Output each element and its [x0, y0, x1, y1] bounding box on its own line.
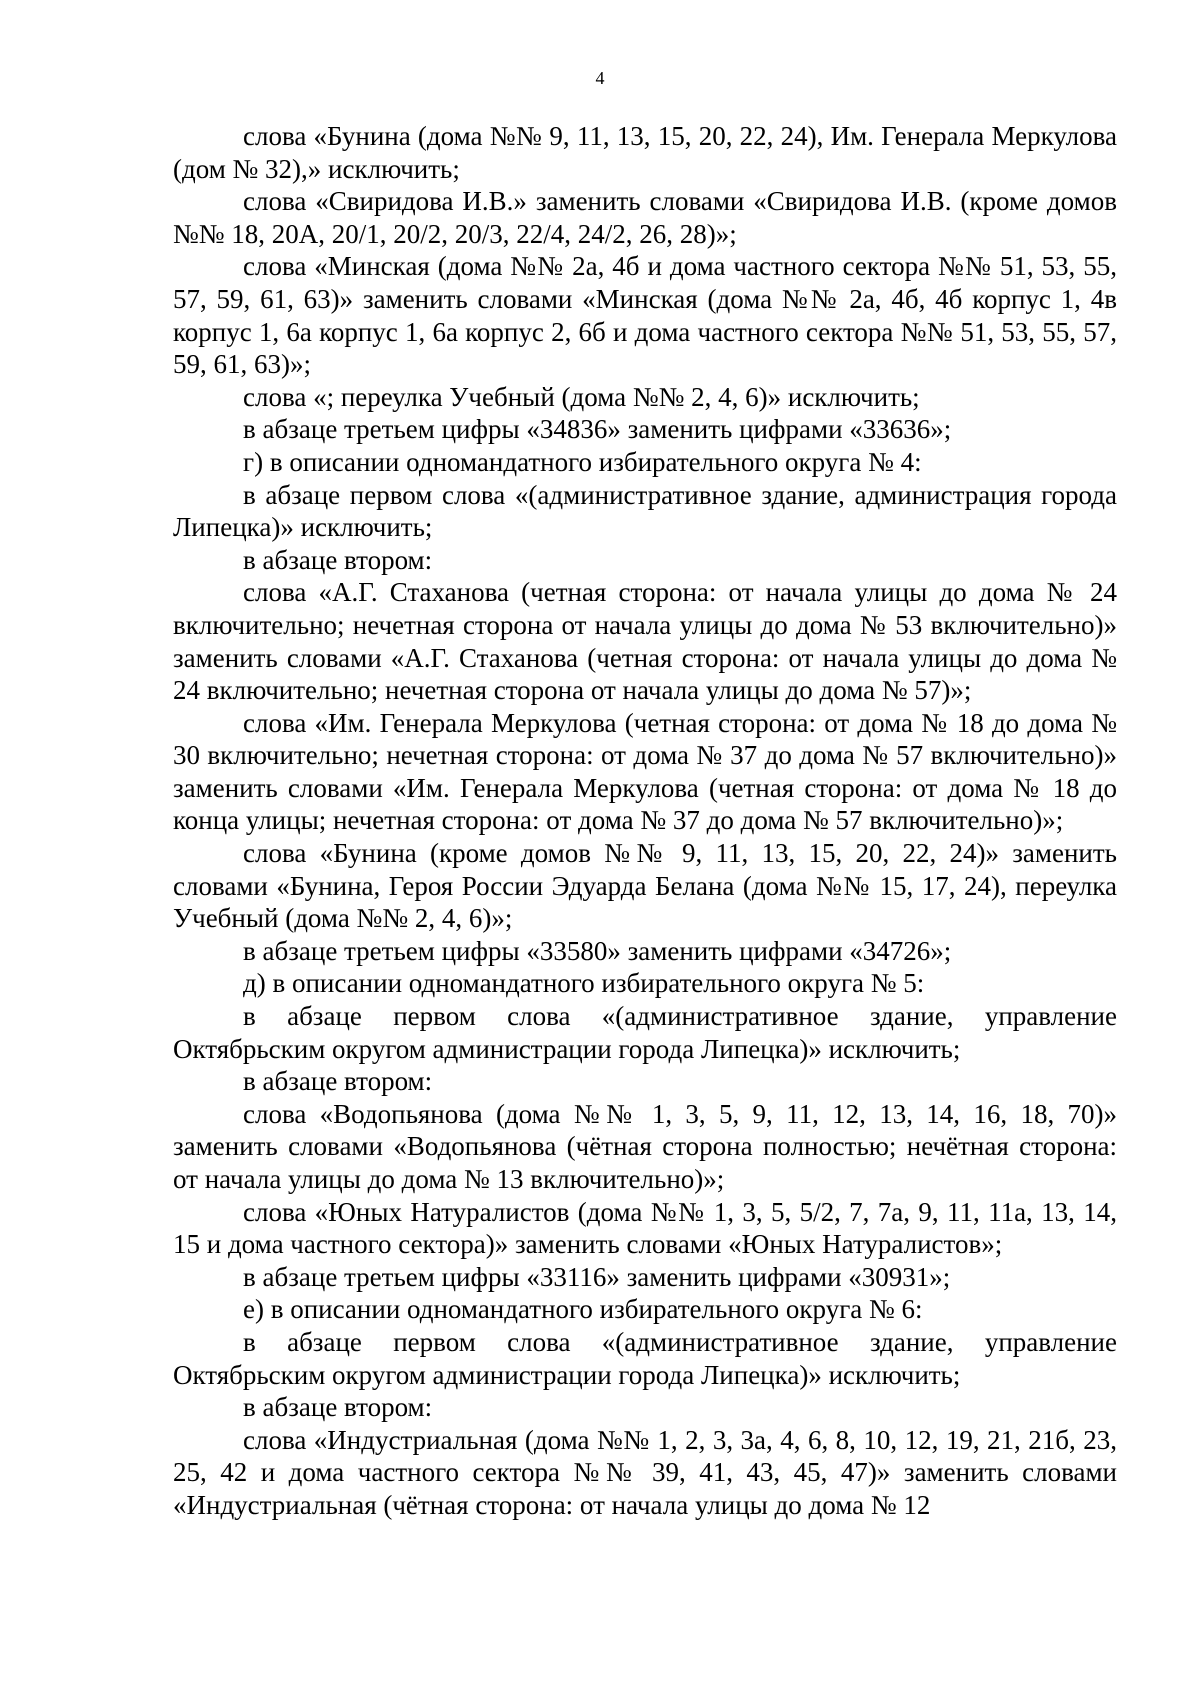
paragraph: в абзаце третьем цифры «33580» заменить цифрами «34726»;: [243, 935, 952, 966]
page-number: 4: [595, 68, 605, 88]
section-heading: е) в описании одномандатного избирательного округа № 6:: [243, 1294, 923, 1325]
paragraph: слова «А.Г. Стаханова (четная сторона: от начала улицы до дома № 24 включительно; нечетная сторона от начала улицы до дома № 53 включительно)» заменить словами «А.Г. Стаханова (четная сторона: от начала улицы до дома № 24 включительно; нечетная сторона от начала улицы до дома № 57)»;: [173, 577, 1117, 706]
paragraph: слова «Свиридова И.В.» заменить словами «Свиридова И.В. (кроме домов №№ 18, 20А, 20/1, 20/2, 20/3, 22/4, 24/2, 26, 28)»;: [173, 186, 1117, 249]
paragraph: слова «Бунина (кроме домов №№ 9, 11, 13, 15, 20, 22, 24)» заменить словами «Бунина, Героя России Эдуарда Белана (дома №№ 15, 17, 24), переулка Учебный (дома №№ 2, 4, 6)»;: [173, 838, 1117, 934]
paragraph: слова «Юных Натуралистов (дома №№ 1, 3, 5, 5/2, 7, 7а, 9, 11, 11а, 13, 14, 15 и дома частного сектора)» заменить словами «Юных Натуралистов»;: [173, 1196, 1117, 1260]
paragraph: в абзаце втором:: [243, 544, 433, 575]
section-heading: г) в описании одномандатного избирательного округа № 4:: [243, 446, 922, 477]
paragraph: в абзаце первом слова «(административное здание, управление Октябрьским округом администрации города Липецка)» исключить;: [173, 1326, 1117, 1390]
paragraph: в абзаце третьем цифры «34836» заменить цифрами «33636»;: [243, 414, 952, 445]
paragraph: слова «Бунина (дома №№ 9, 11, 13, 15, 20, 22, 24), Им. Генерала Меркулова (дом № 32),» исключить;: [173, 121, 1117, 184]
paragraph: слова «Минская (дома №№ 2а, 4б и дома частного сектора №№ 51, 53, 55, 57, 59, 61, 63)» заменить словами «Минская (дома №№ 2а, 4б, 4б корпус 1, 4в корпус 1, 6а корпус 1, 6а корпус 2, 6б и дома частного сектора №№ 51, 53, 55, 57, 59, 61, 63)»;: [173, 251, 1117, 380]
document-body: [173, 120, 1117, 1522]
paragraph: в абзаце третьем цифры «33116» заменить цифрами «30931»;: [243, 1261, 951, 1292]
paragraph: слова «Индустриальная (дома №№ 1, 2, 3, 3а, 4, 6, 8, 10, 12, 19, 21, 21б, 23, 25, 42 и дома частного сектора №№ 39, 41, 43, 45, 47)» заменить словами «Индустриальная (чётная сторона: от начала улицы до дома № 12: [173, 1424, 1117, 1520]
paragraph: слова «Им. Генерала Меркулова (четная сторона: от дома № 18 до дома № 30 включительно; нечетная сторона: от дома № 37 до дома № 57 включительно)» заменить словами «Им. Генерала Меркулова (четная сторона: от дома № 18 до конца улицы; нечетная сторона: от дома № 37 до дома № 57 включительно)»;: [173, 707, 1117, 836]
paragraph: слова «; переулка Учебный (дома №№ 2, 4, 6)» исключить;: [243, 381, 920, 412]
paragraph: в абзаце втором:: [243, 1392, 433, 1423]
section-heading: д) в описании одномандатного избирательного округа № 5:: [243, 968, 925, 999]
paragraph: в абзаце втором:: [243, 1066, 433, 1097]
paragraph: в абзаце первом слова «(административное здание, управление Октябрьским округом администрации города Липецка)» исключить;: [173, 1001, 1117, 1064]
paragraph: слова «Водопьянова (дома №№ 1, 3, 5, 9, 11, 12, 13, 14, 16, 18, 70)» заменить словами «Водопьянова (чётная сторона полностью; нечётная сторона: от начала улицы до дома № 13 включительно)»;: [173, 1098, 1117, 1194]
paragraph: в абзаце первом слова «(административное здание, администрация города Липецка)» исключить;: [173, 479, 1117, 543]
